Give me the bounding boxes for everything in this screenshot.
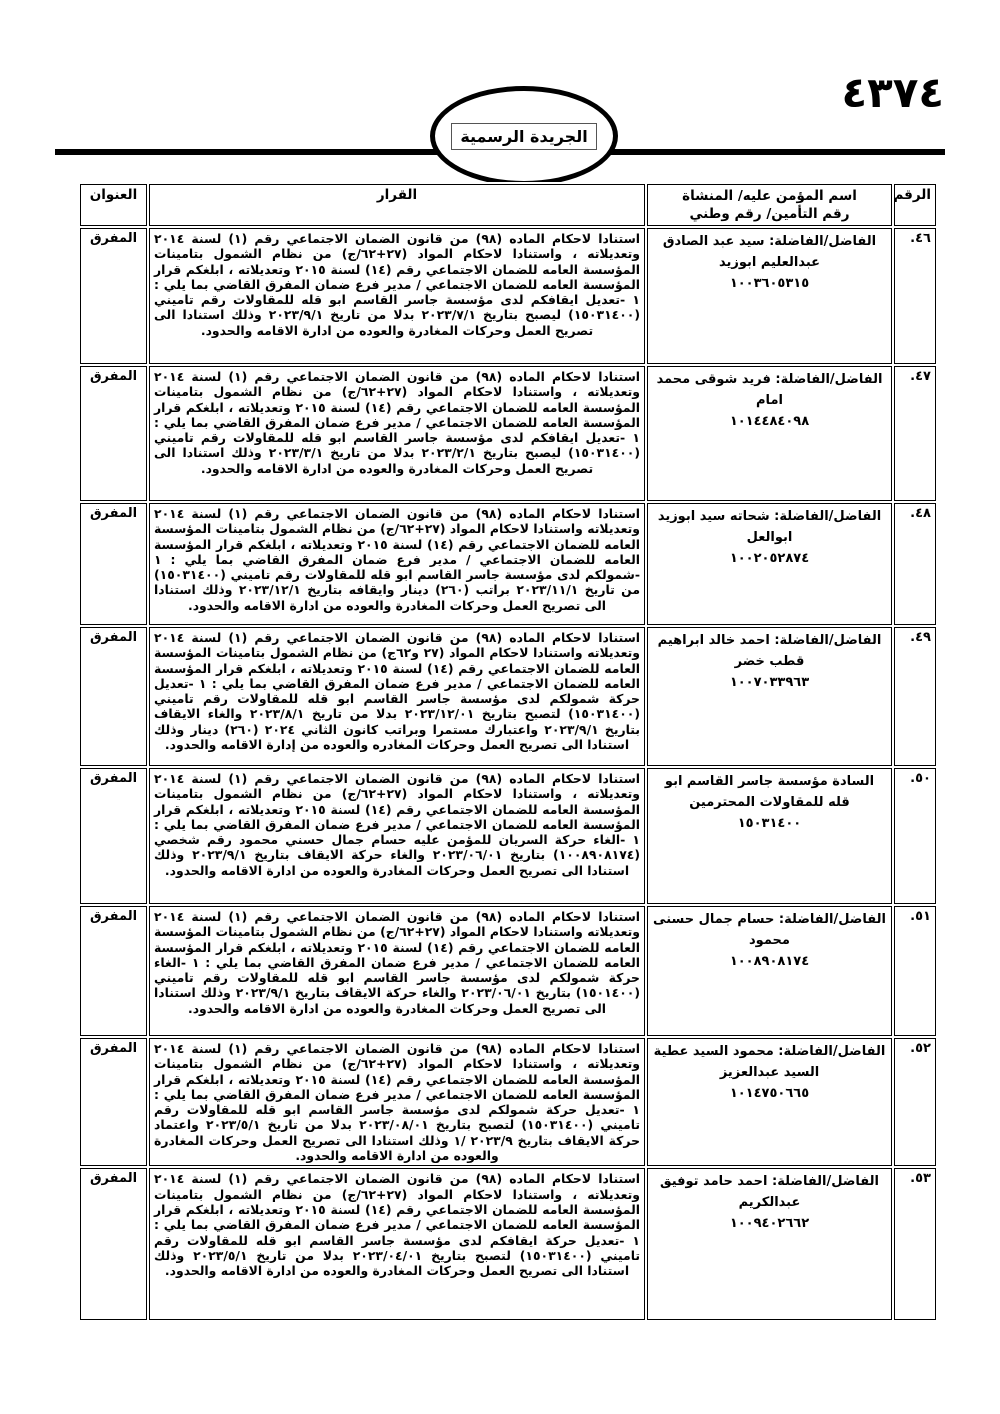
table-row [80, 768, 936, 904]
address-cell: المفرق [80, 503, 147, 625]
insured-name: الفاضل/الفاضلة: سيد عبد الصادق عبدالعليم ابوزيد [662, 234, 877, 270]
page-number: ٤٣٧٤ [841, 68, 944, 117]
decision-cell [149, 366, 645, 501]
insured-number: ١٠٠٨٩٠٨١٧٤ [729, 954, 810, 969]
decision-text: استنادا لاحكام الماده (٩٨) من قانون الضمان الاجتماعي رقم (١) لسنة ٢٠١٤ وتعديلاته ، واستنادا لاحكام المواد (٢٧+٦٢/ج) من نظام الشمول بتامينات المؤسسة العامه للضمان الاجتماعي رقم (١٤) لسنة ٢٠١٥ وتعديلاته ، ابلغكم قرار المؤسسة العامه للضمان الاجتماعي / مدير فرع ضمان المفرق القاضي بما يلي : ١ -تعديل حركة ايقافكم لدى مؤسسة جاسر القاسم ابو قله للمقاولات رقم تاميني (١٥٠٣١٤٠٠) لتصبح بتاريخ ٢٠٢٣/٠٤/٠١ بدلا من تاريخ ٢٠٢٣/٥/١ وذلك استنادا الى تصريح العمل وحركات المغادرة والعوده من ادارة الاقامه والحدود. [154, 1171, 641, 1279]
table-row [80, 228, 936, 364]
insured-number: ١٥٠٣١٤٠٠ [737, 816, 802, 831]
decision-cell [149, 228, 645, 364]
decisions-table [78, 182, 938, 1322]
table-row [80, 906, 936, 1036]
insured-cell [647, 228, 892, 364]
decision-cell [149, 1038, 645, 1166]
decision-cell [149, 503, 645, 625]
table-header-row [80, 184, 936, 226]
table-row [80, 1168, 936, 1320]
decision-cell [149, 627, 645, 766]
decision-text: استنادا لاحكام الماده (٩٨) من قانون الضمان الاجتماعي رقم (١) لسنة ٢٠١٤ وتعديلاته واستنادا لاحكام المواد (٢٧+٦٢/ج) من نظام الشمول بتامينات المؤسسة العامه للضمان الاجتماعي رقم (١٤) لسنة ٢٠١٥ وتعديلاته ، ابلغكم قرار المؤسسة العامه للضمان الاجتماعي / مدير فرع ضمان المفرق القاضي بما يلي : ١ -الغاء حركة شمولكم لدى مؤسسة جاسر القاسم ابو قله للمقاولات رقم تاميني (١٥٠١٤٠٠) بتاريخ ٢٠٢٣/٠٦/٠١ والغاء حركة الايقاف بتاريخ ٢٠٢٣/٩/١ وذلك استنادا الى تصريح العمل وحركات المغادرة والعوده من ادارة الاقامه والحدود. [154, 909, 641, 1016]
insured-number: ١٠٠٩٤٠٢٦٦٢ [729, 1216, 810, 1232]
address-cell: المفرق [80, 366, 147, 501]
insured-cell [647, 627, 892, 766]
table-row [80, 627, 936, 766]
insured-number: ١٠٠٧٠٣٣٩٦٣ [729, 675, 810, 690]
insured-name: الفاضل/الفاضلة: حسام جمال حسنى محمود [653, 912, 886, 948]
decision-text: استنادا لاحكام الماده (٩٨) من قانون الضمان الاجتماعي رقم (١) لسنة ٢٠١٤ وتعديلاته ، واستنادا لاحكام المواد (٢٧+٦٢/ج) من نظام الشمول بتامينات المؤسسة العامه للضمان الاجتماعي رقم (١٤) لسنة ٢٠١٥ وتعديلاته ، ابلغكم قرار المؤسسة العامه للضمان الاجتماعي / مدير فرع ضمان المفرق القاضي بما يلي : ١ -تعديل حركة شمولكم لدى مؤسسة جاسر القاسم ابو قله للمقاولات رقم تاميني (١٥٠٣١٤٠٠) لتصبح بتاريخ ٢٠٢٣/٠٨/٠١ بدلا من تاريخ ٢٠٢٣/٥/١ واعتماد حركة الايقاف بتاريخ ٢٠٢٣/٩ /١ وذلك استنادا الى تصريح العمل وحركات المغادرة والعوده من ادارة الاقامه والحدود. [154, 1041, 641, 1164]
decision-text: استنادا لاحكام الماده (٩٨) من قانون الضمان الاجتماعي رقم (١) لسنة ٢٠١٤ وتعديلاته ، واستنادا لاحكام المواد (٢٧+٦٢/ج) من نظام الشمول بتامينات المؤسسة العامه للضمان الاجتماعي رقم (١٤) لسنة ٢٠١٥ وتعديلاته ، ابلغكم قرار المؤسسة العامه للضمان الاجتماعي / مدير فرع ضمان المفرق القاضي بما يلي : ١ -تعديل ايقافكم لدى مؤسسة جاسر القاسم ابو قله للمقاولات رقم تاميني (١٥٠٣١٤٠٠) ليصبح بتاريخ ٢٠٢٣/٧/١ بدلا من تاريخ ٢٠٢٣/٩/١ وذلك استنادا الى تصريح العمل وحركات المغادرة والعوده من ادارة الاقامه والحدود. [154, 231, 641, 338]
address-cell: المفرق [80, 768, 147, 904]
header-serial: الرقم [894, 184, 936, 226]
table-row [80, 366, 936, 501]
address-cell: المفرق [80, 627, 147, 766]
header-insured [647, 184, 892, 226]
table-row [80, 1038, 936, 1166]
decision-cell [149, 906, 645, 1036]
insured-name: الفاضل/الفاضلة: محمود السيد عطية السيد عبدالعزيز [653, 1044, 886, 1080]
insured-cell [647, 503, 892, 625]
gazette-title: الجريدة الرسمية [451, 123, 596, 150]
insured-name: الفاضل/الفاضلة: فريد شوقى محمد امام [656, 372, 883, 408]
insured-cell [647, 1168, 892, 1320]
insured-cell [647, 1038, 892, 1166]
insured-number: ١٠١٤٤٨٤٠٩٨ [729, 414, 810, 429]
decision-text: استنادا لاحكام الماده (٩٨) من قانون الضمان الاجتماعي رقم (١) لسنة ٢٠١٤ وتعديلاته ، واستنادا لاحكام المواد (٢٧+٦٢/ج) من نظام الشمول بتامينات المؤسسة العامه للضمان الاجتماعي رقم (١٤) لسنة ٢٠١٥ وتعديلاته ، ابلغكم قرار المؤسسة العامه للضمان الاجتماعي / مدير فرع ضمان المفرق القاضي بما يلي : ١ -الغاء حركة السريان للمؤمن عليه حسام جمال حسني محمود رقم شخصي (١٠٠٨٩٠٨١٧٤) بتاريخ ٢٠٢٣/٠٦/٠١ والغاء حركة الايقاف بتاريخ ٢٠٢٣/٩/١ وذلك استنادا الى تصريح العمل وحركات المغادرة والعوده من ادارة الاقامه والحدود. [154, 771, 641, 878]
header-insured-line1: اسم المؤمن عليه/ المنشاة [682, 188, 857, 204]
header-address: العنوان [80, 184, 147, 226]
insured-name: السادة مؤسسة جاسر القاسم ابو قله للمقاولات المحترمين [664, 774, 875, 810]
serial-cell: ٥٢. [894, 1038, 936, 1166]
decision-cell [149, 1168, 645, 1320]
header-insured-line2: رقم التأمين/ رقم وطني [689, 206, 850, 222]
serial-cell: ٤٧. [894, 366, 936, 501]
insured-name: الفاضل/الفاضلة: احمد حامد توفيق عبدالكريم [659, 1174, 880, 1211]
insured-number: ١٠٠٣٦٠٥٣١٥ [729, 276, 810, 291]
serial-cell: ٥١. [894, 906, 936, 1036]
insured-cell [647, 906, 892, 1036]
address-cell: المفرق [80, 1168, 147, 1320]
decision-text: استنادا لاحكام الماده (٩٨) من قانون الضمان الاجتماعي رقم (١) لسنة ٢٠١٤ وتعديلاته واستنادا لاحكام المواد (٢٧ و٦٢ج) من نظام الشمول بتامينات المؤسسة العامه للضمان الاجتماعي رقم (١٤) لسنة ٢٠١٥ وتعديلاته ، ابلغكم قرار المؤسسة العامه للضمان الاجتماعي / مدير فرع ضمان المفرق القاضي بما يلي : ١ -تعديل حركة شمولكم لدى مؤسسة جاسر القاسم ابو قله للمقاولات رقم تاميني (١٥٠٣١٤٠٠) لتصبح بتاريخ ٢٠٢٣/١٢/٠١ بدلا من تاريخ ٢٠٢٣/٨/١ والغاء الايقاف بتاريخ ٢٠٢٣/٩/١ واعتبارك مستمرا وبراتب كانون الثاني ٢٠٢٤ (٢٦٠) دينار وذلك استنادا الى تصريح العمل وحركات المغادره والعوده من إدارة الاقامه والحدود. [154, 630, 641, 753]
header-decision: القرار [149, 184, 645, 226]
address-cell: المفرق [80, 906, 147, 1036]
insured-cell [647, 768, 892, 904]
insured-cell [647, 366, 892, 501]
serial-cell: ٥٠. [894, 768, 936, 904]
table-row [80, 503, 936, 625]
insured-name: الفاضل/الفاضلة: احمد خالد ابراهيم قطب خضر [657, 633, 882, 669]
decision-cell [149, 768, 645, 904]
serial-cell: ٤٩. [894, 627, 936, 766]
gazette-seal-ellipse [430, 86, 618, 186]
insured-number: ١٠١٤٧٥٠٦٦٥ [729, 1086, 810, 1101]
serial-cell: ٤٨. [894, 503, 936, 625]
insured-name: الفاضل/الفاضلة: شحاته سيد ابوزيد ابوالعل [657, 509, 882, 545]
serial-cell: ٥٣. [894, 1168, 936, 1320]
decision-text: استنادا لاحكام الماده (٩٨) من قانون الضمان الاجتماعي رقم (١) لسنة ٢٠١٤ وتعديلاته واستنادا لاحكام المواد (٢٧+٦٢/ج) من نظام الشمول بتامينات المؤسسة العامه للضمان الاجتماعي رقم (١٤) لسنة ٢٠١٥ وتعديلاته ، ابلغكم قرار المؤسسة العامه للضمان الاجتماعي / مدير فرع ضمان المفرق القاضي بما يلي : ١ -شمولكم لدى مؤسسة جاسر القاسم ابو قله للمقاولات رقم تاميني (١٥٠٣١٤٠٠) من تاريخ ٢٠٢٣/١١/١ براتب (٢٦٠) دينار وايقافه بتاريخ ٢٠٢٣/١٢/١ وذلك استنادا الى تصريح العمل وحركات المغادرة والعوده من ادارة الاقامه والحدود. [154, 506, 641, 613]
address-cell: المفرق [80, 228, 147, 364]
insured-number: ١٠٠٢٠٥٢٨٧٤ [729, 551, 810, 566]
serial-cell: ٤٦. [894, 228, 936, 364]
decision-text: استنادا لاحكام الماده (٩٨) من قانون الضمان الاجتماعي رقم (١) لسنة ٢٠١٤ وتعديلاته ، واستنادا لاحكام المواد (٢٧+٦٢/ج) من نظام الشمول بتامينات المؤسسة العامه للضمان الاجتماعي رقم (١٤) لسنة ٢٠١٥ وتعديلاته ، ابلغكم قرار المؤسسة العامه للضمان الاجتماعي / مدير فرع ضمان المفرق القاضي بما يلي : ١ -تعديل ايقافكم لدى مؤسسة جاسر القاسم ابو قله للمقاولات رقم تاميني (١٥٠٣١٤٠٠) ليصبح بتاريخ ٢٠٢٣/٢/١ بدلا من تاريخ ٢٠٢٣/٣/١ وذلك استنادا الى تصريح العمل وحركات المغادرة والعوده من ادارة الاقامه والحدود. [154, 369, 641, 476]
address-cell: المفرق [80, 1038, 147, 1166]
